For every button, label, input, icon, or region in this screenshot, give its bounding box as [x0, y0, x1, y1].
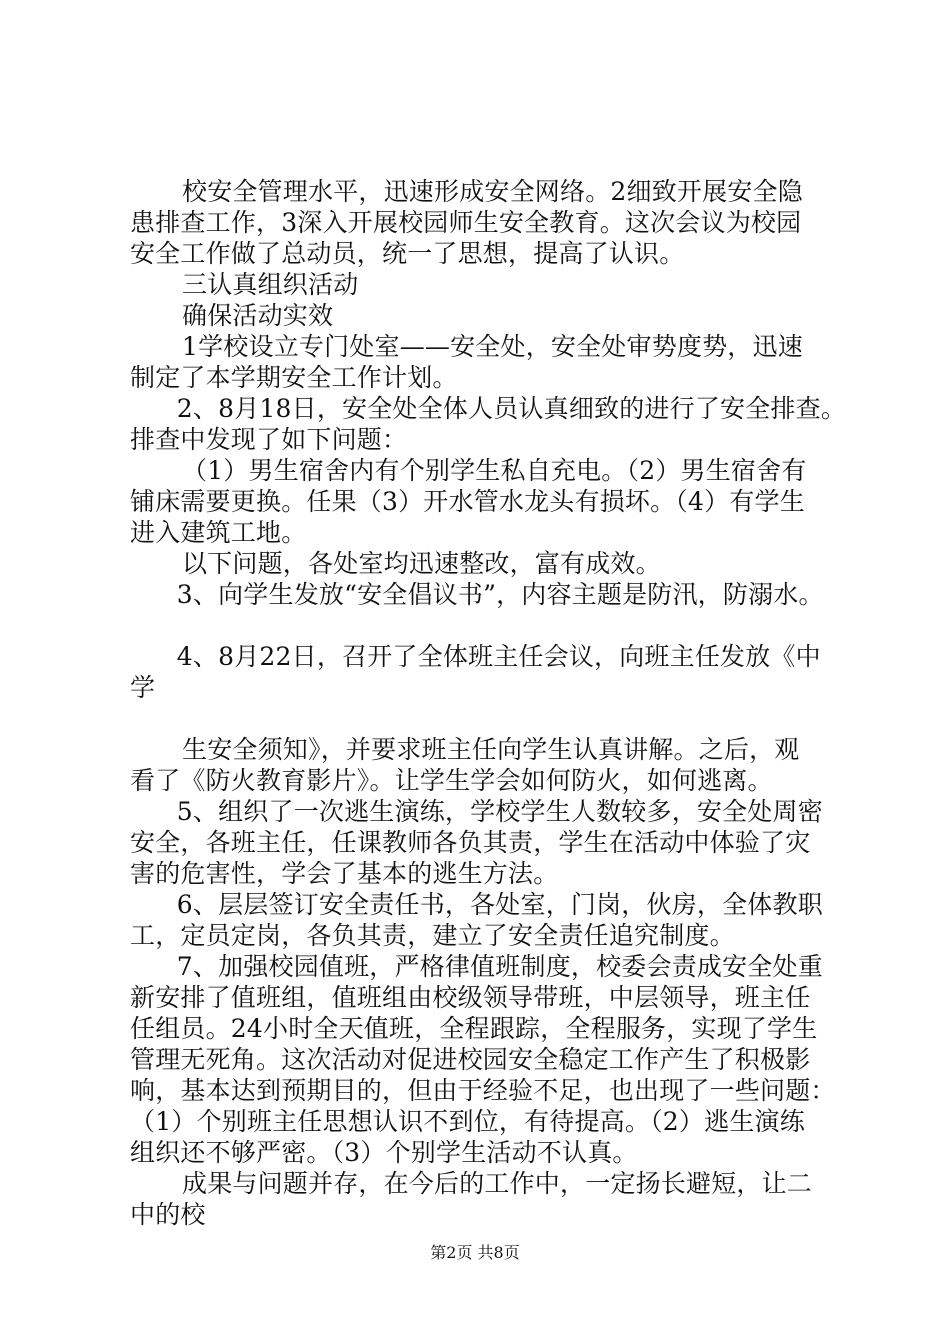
page-footer: 第2页 共8页	[430, 1243, 520, 1262]
text-line: 看了《防火教育影片》。让学生学会如何防火，如何逃离。	[130, 766, 773, 795]
text-line: 害的危害性，学会了基本的逃生方法。	[130, 859, 559, 888]
text-line: 中的校	[130, 1200, 206, 1229]
text-line: 成果与问题并存，在今后的工作中，一定扬长避短，让二	[182, 1169, 813, 1198]
text-line: 3、向学生发放“安全倡议书”，内容主题是防汛，防溺水。	[176, 580, 824, 609]
text-line: 工，定员定岗，各负其责，建立了安全责任追究制度。	[130, 921, 735, 950]
text-line: 响，基本达到预期目的，但由于经验不足，也出现了一些问题：	[130, 1076, 836, 1105]
text-line: 6、层层签订安全责任书，各处室，门岗，伙房，全体教职	[176, 890, 823, 919]
text-line: 三认真组织活动	[182, 270, 359, 299]
text-line: 任组员。24小时全天值班，全程跟踪，全程服务，实现了学生	[130, 1014, 818, 1043]
text-line: 4、8月22日，召开了全体班主任会议，向班主任发放《中	[176, 642, 821, 671]
text-line: 进入建筑工地。	[130, 518, 307, 547]
text-line: 安全工作做了总动员，统一了思想，提高了认识。	[130, 239, 685, 268]
text-line: 排查中发现了如下问题：	[130, 425, 408, 454]
text-line: 安全，各班主任，任课教师各负其责，学生在活动中体验了灾	[130, 828, 811, 857]
text-line: 5、组织了一次逃生演练，学校学生人数较多，安全处周密	[176, 797, 823, 826]
text-line: （1）个别班主任思想认识不到位，有待提高。（2）逃生演练	[130, 1107, 805, 1136]
text-line: 组织还不够严密。（3）个别学生活动不认真。	[130, 1138, 638, 1167]
text-line	[130, 610, 850, 641]
text-line	[130, 703, 850, 734]
text-line: 学	[130, 673, 156, 702]
text-line: 管理无死角。这次活动对促进校园安全稳定工作产生了积极影	[130, 1045, 811, 1074]
text-line: 确保活动实效	[182, 301, 334, 330]
text-line: 1学校设立专门处室——安全处，安全处审势度势，迅速	[182, 332, 803, 361]
text-line: 以下问题，各处室均迅速整改，富有成效。	[182, 549, 661, 578]
text-line: 2、8月18日，安全处全体人员认真细致的进行了安全排查。	[176, 394, 847, 423]
text-line: 患排查工作，3深入开展校园师生安全教育。这次会议为校园	[130, 208, 802, 237]
text-line: 新安排了值班组，值班组由校级领导带班，中层领导，班主任	[130, 983, 811, 1012]
text-line: （1）男生宿舍内有个别学生私自充电。（2）男生宿舍有	[182, 456, 807, 485]
text-line: 7、加强校园值班，严格律值班制度，校委会责成安全处重	[176, 952, 823, 981]
text-line: 制定了本学期安全工作计划。	[130, 363, 458, 392]
document-body	[130, 176, 850, 1230]
text-line: 生安全须知》，并要求班主任向学生认真讲解。之后，观	[182, 735, 800, 764]
text-line: 铺床需要更换。任果（3）开水管水龙头有损坏。（4）有学生	[130, 487, 805, 516]
text-line: 校安全管理水平，迅速形成安全网络。2细致开展安全隐	[182, 177, 803, 206]
